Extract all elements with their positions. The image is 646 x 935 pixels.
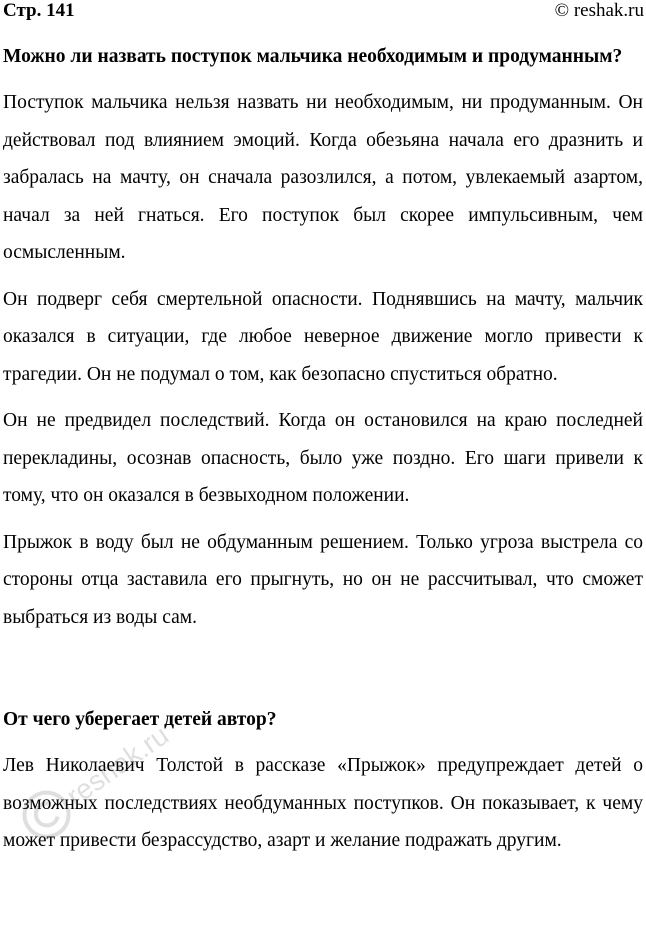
section-spacer — [3, 645, 643, 701]
answer-paragraph: Поступок мальчика нельзя назвать ни необходимым, ни продуманным. Он действовал под влиянием эмоций. Когда обезьяна начала его дразнить и забралась на мачту, он сначала разозлился, а потом, увлекаемый азартом, начал за ней гнаться. Его поступок был скорее импульсивным, чем осмысленным. — [3, 92, 643, 263]
page-number: Стр. 141 — [3, 0, 75, 21]
question-heading-1: Можно ли назвать поступок мальчика необходимым и продуманным? — [3, 46, 623, 67]
page-header — [3, 0, 644, 24]
answer-paragraph: Прыжок в воду был не обдуманным решением. Только угроза выстрела со стороны отца заставила его прыгнуть, но он не рассчитывал, что сможет выбраться из воды сам. — [3, 531, 643, 628]
question-heading-2: От чего уберегает детей автор? — [3, 709, 277, 730]
answer-paragraph: Лев Николаевич Толстой в рассказе «Прыжок» предупреждает детей о возможных последствиях необдуманных поступков. Он показывает, к чему может привести безрассудство, азарт и желание подражать другим. — [3, 755, 643, 851]
document-body — [3, 38, 643, 869]
watermark-text: reshak.ru — [60, 719, 175, 812]
site-credit: © reshak.ru — [554, 0, 644, 21]
answer-paragraph: Он подверг себя смертельной опасности. Поднявшись на мачту, мальчик оказался в ситуации, где любое неверное движение могло привести к трагедии. Он не подумал о том, как безопасно спуститься обратно. — [3, 288, 643, 385]
answer-paragraph: Он не предвидел последствий. Когда он остановился на краю последней перекладины, осознав опасность, было уже поздно. Его шаги привели к тому, что он оказался в безвыходном положении. — [3, 410, 643, 506]
